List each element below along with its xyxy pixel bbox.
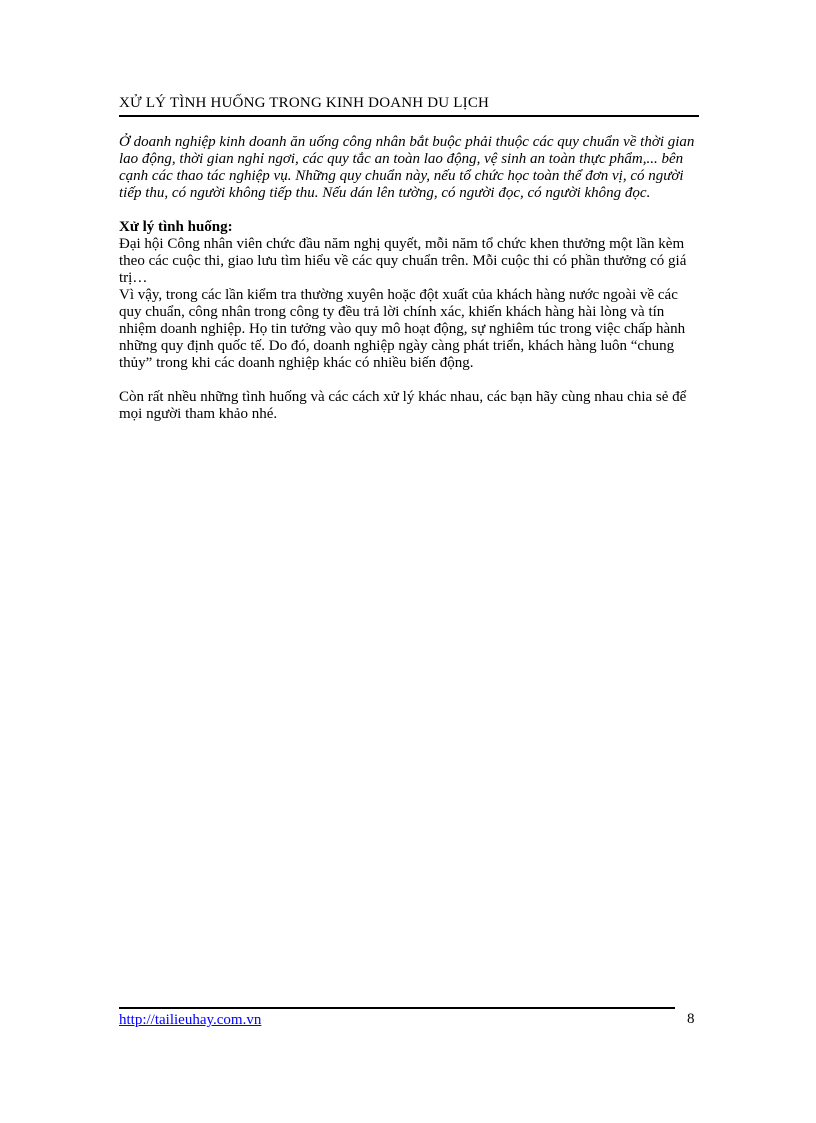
document-body <box>119 134 699 423</box>
footer-link[interactable]: http://tailieuhay.com.vn <box>119 1012 262 1028</box>
section-heading: Xử lý tình huống: <box>119 219 233 235</box>
body-paragraph-2: Vì vậy, trong các lần kiểm tra thường xuyên hoặc đột xuất của khách hàng nước ngoài về các quy chuẩn, công nhân trong công ty đều trả lời chính xác, khiến khách hàng hài lòng và tín nhiệm doanh nghiệp. Họ tin tưởng vào quy mô hoạt động, sự nghiêm túc trong việc chấp hành những quy định quốc tế. Do đó, doanh nghiệp ngày càng phát triển, khách hàng luôn “chung thủy” trong khi các doanh nghiệp khác có nhiều biến động. <box>119 287 686 371</box>
closing-paragraph: Còn rất nhều những tình huống và các cách xử lý khác nhau, các bạn hãy cùng nhau chia sẻ để mọi người tham khảo nhé. <box>119 389 687 422</box>
page-number: 8 <box>687 1011 695 1027</box>
footer-rule <box>119 1007 675 1009</box>
intro-paragraph: Ở doanh nghiệp kinh doanh ăn uống công nhân bắt buộc phải thuộc các quy chuẩn về thời gian lao động, thời gian nghỉ ngơi, các quy tắc an toàn lao động, vệ sinh an toàn thực phẩm,... bên cạnh các thao tác nghiệp vụ. Những quy chuẩn này, nếu tổ chức học toàn thể đơn vị, có người tiếp thu, có người không tiếp thu. Nếu dán lên tường, có người đọc, có người không đọc. <box>119 134 695 201</box>
header-rule <box>119 115 699 117</box>
page-header <box>119 94 699 117</box>
header-title: XỬ LÝ TÌNH HUỐNG TRONG KINH DOANH DU LỊCH <box>119 95 490 111</box>
body-paragraph-1: Đại hội Công nhân viên chức đầu năm nghị quyết, mỗi năm tổ chức khen thưởng một lần kèm theo các cuộc thi, giao lưu tìm hiểu về các quy chuẩn trên. Mỗi cuộc thi có phần thưởng có giá trị… <box>119 236 687 286</box>
